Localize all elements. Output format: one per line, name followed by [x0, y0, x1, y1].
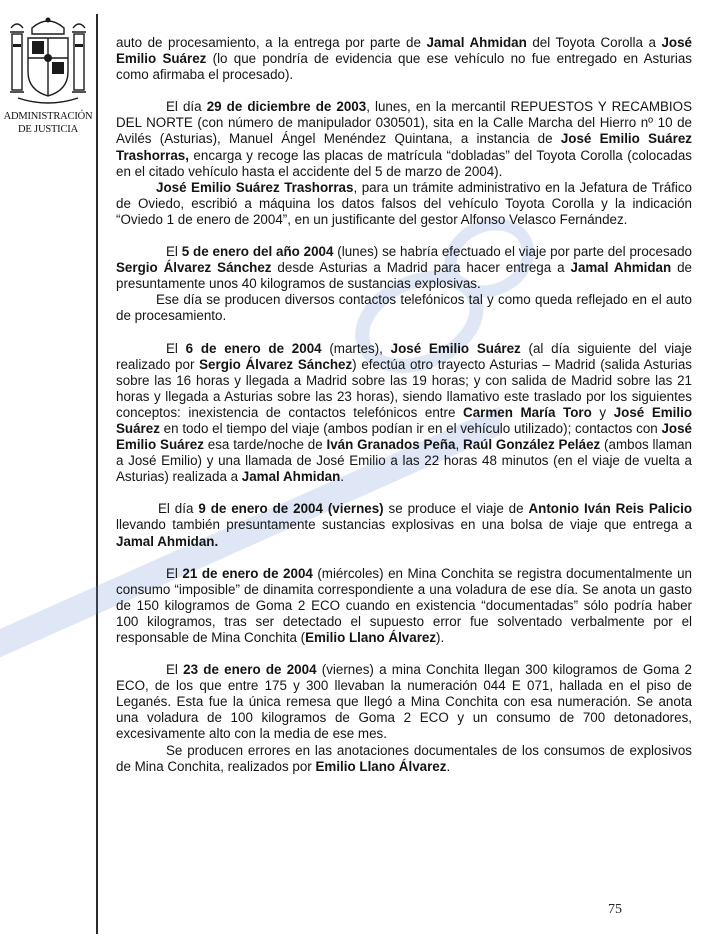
paragraph-5: Ese día se producen diversos contactos telefónicos tal y como queda reflejado en el auto de procesamiento.	[116, 292, 692, 324]
document-body	[116, 35, 692, 775]
paragraph-1: auto de procesamiento, a la entrega por parte de Jamal Ahmidan del Toyota Corolla a José Emilio Suárez (lo que pondría de evidencia que ese vehículo no fue entregado en Asturias como afirmaba el procesado).	[116, 35, 693, 83]
paragraph-7: El día 9 de enero de 2004 (viernes) se produce el viaje de Antonio Iván Reis Palicio llevando también presuntamente sustancias explosivas en una bolsa de viaje que entrega a Jamal Ahmidan.	[116, 501, 693, 549]
margin-line	[96, 14, 98, 934]
agency-name	[2, 110, 94, 136]
page-number: 75	[608, 902, 622, 917]
paragraph-3: José Emilio Suárez Trashorras, para un trámite administrativo en la Jefatura de Tráfico de Oviedo, escribió a máquina los datos falsos del vehículo Toyota Corolla y la indicación “Oviedo 1 de enero de 2004”, en un justificante del gestor Alfonso Velasco Fernández.	[116, 179, 692, 227]
paragraph-6: El 6 de enero de 2004 (martes), José Emilio Suárez (al día siguiente del viaje realizado por Sergio Álvarez Sánchez) efectúa otro trayecto Asturias – Madrid (salida Asturias sobre las 16 horas y llegada a Madrid sobre las 19 horas; y con salida de Madrid sobre las 21 horas y llegada a Asturias sobre las 23 horas), siendo llamativo este traslado por los siguientes conceptos: inexistencia de contactos telefónicos entre Carmen María Toro y José Emilio Suárez en todo el tiempo del viaje (ambos podían ir en el vehículo utilizado); contactos con José Emilio Suárez esa tarde/noche de Iván Granados Peña, Raúl González Peláez (ambos llaman a José Emilio) y una llamada de José Emilio a las 22 horas 48 minutos (en el viaje de vuelta a Asturias) realizada a Jamal Ahmidan.	[116, 340, 692, 485]
agency-line-2: DE JUSTICIA	[18, 124, 78, 135]
coat-of-arms-icon	[8, 14, 88, 106]
paragraph-2: El día 29 de diciembre de 2003, lunes, en la mercantil REPUESTOS Y RECAMBIOS DEL NORTE (con número de manipulador 030501), sita en la Calle Marcha del Hierro nº 10 de Avilés (Asturias), Manuel Ángel Menéndez Quintana, a instancia de José Emilio Suárez Trashorras, encarga y recoge las placas de matrícula “dobladas” del Toyota Corolla (colocadas en el citado vehículo hasta el accidente del 5 de marzo de 2004).	[116, 99, 692, 179]
paragraph-10: Se producen errores en las anotaciones documentales de los consumos de explosivos de Mina Conchita, realizados por Emilio Llano Álvarez.	[116, 742, 692, 774]
paragraph-8: El 21 de enero de 2004 (miércoles) en Mina Conchita se registra documentalmente un consumo “imposible” de dinamita correspondiente a una voladura de ese día. Se anota un gasto de 150 kilogramos de Goma 2 ECO cuando en existencia “documentadas” sólo podría haber 100 kilogramos, tras ser detectado el supuesto error fue solventado verbalmente por el responsable de Mina Conchita (Emilio Llano Álvarez).	[116, 565, 692, 645]
paragraph-9: El 23 de enero de 2004 (viernes) a mina Conchita llegan 300 kilogramos de Goma 2 ECO, de los que entre 175 y 300 llevaban la numeración 044 E 071, hallada en el piso de Leganés. Esta fue la única remesa que llegó a Mina Conchita con esa numeración. Se anota una voladura de 100 kilogramos de Goma 2 ECO y un consumo de 700 detonadores, excesivamente alto con la media de ese mes.	[116, 662, 692, 742]
paragraph-4: El 5 de enero del año 2004 (lunes) se habría efectuado el viaje por parte del procesado Sergio Álvarez Sánchez desde Asturias a Madrid para hacer entrega a Jamal Ahmidan de presuntamente unos 40 kilogramos de sustancias explosivas.	[116, 244, 693, 292]
agency-line-1: ADMINISTRACIÓN	[3, 111, 93, 122]
